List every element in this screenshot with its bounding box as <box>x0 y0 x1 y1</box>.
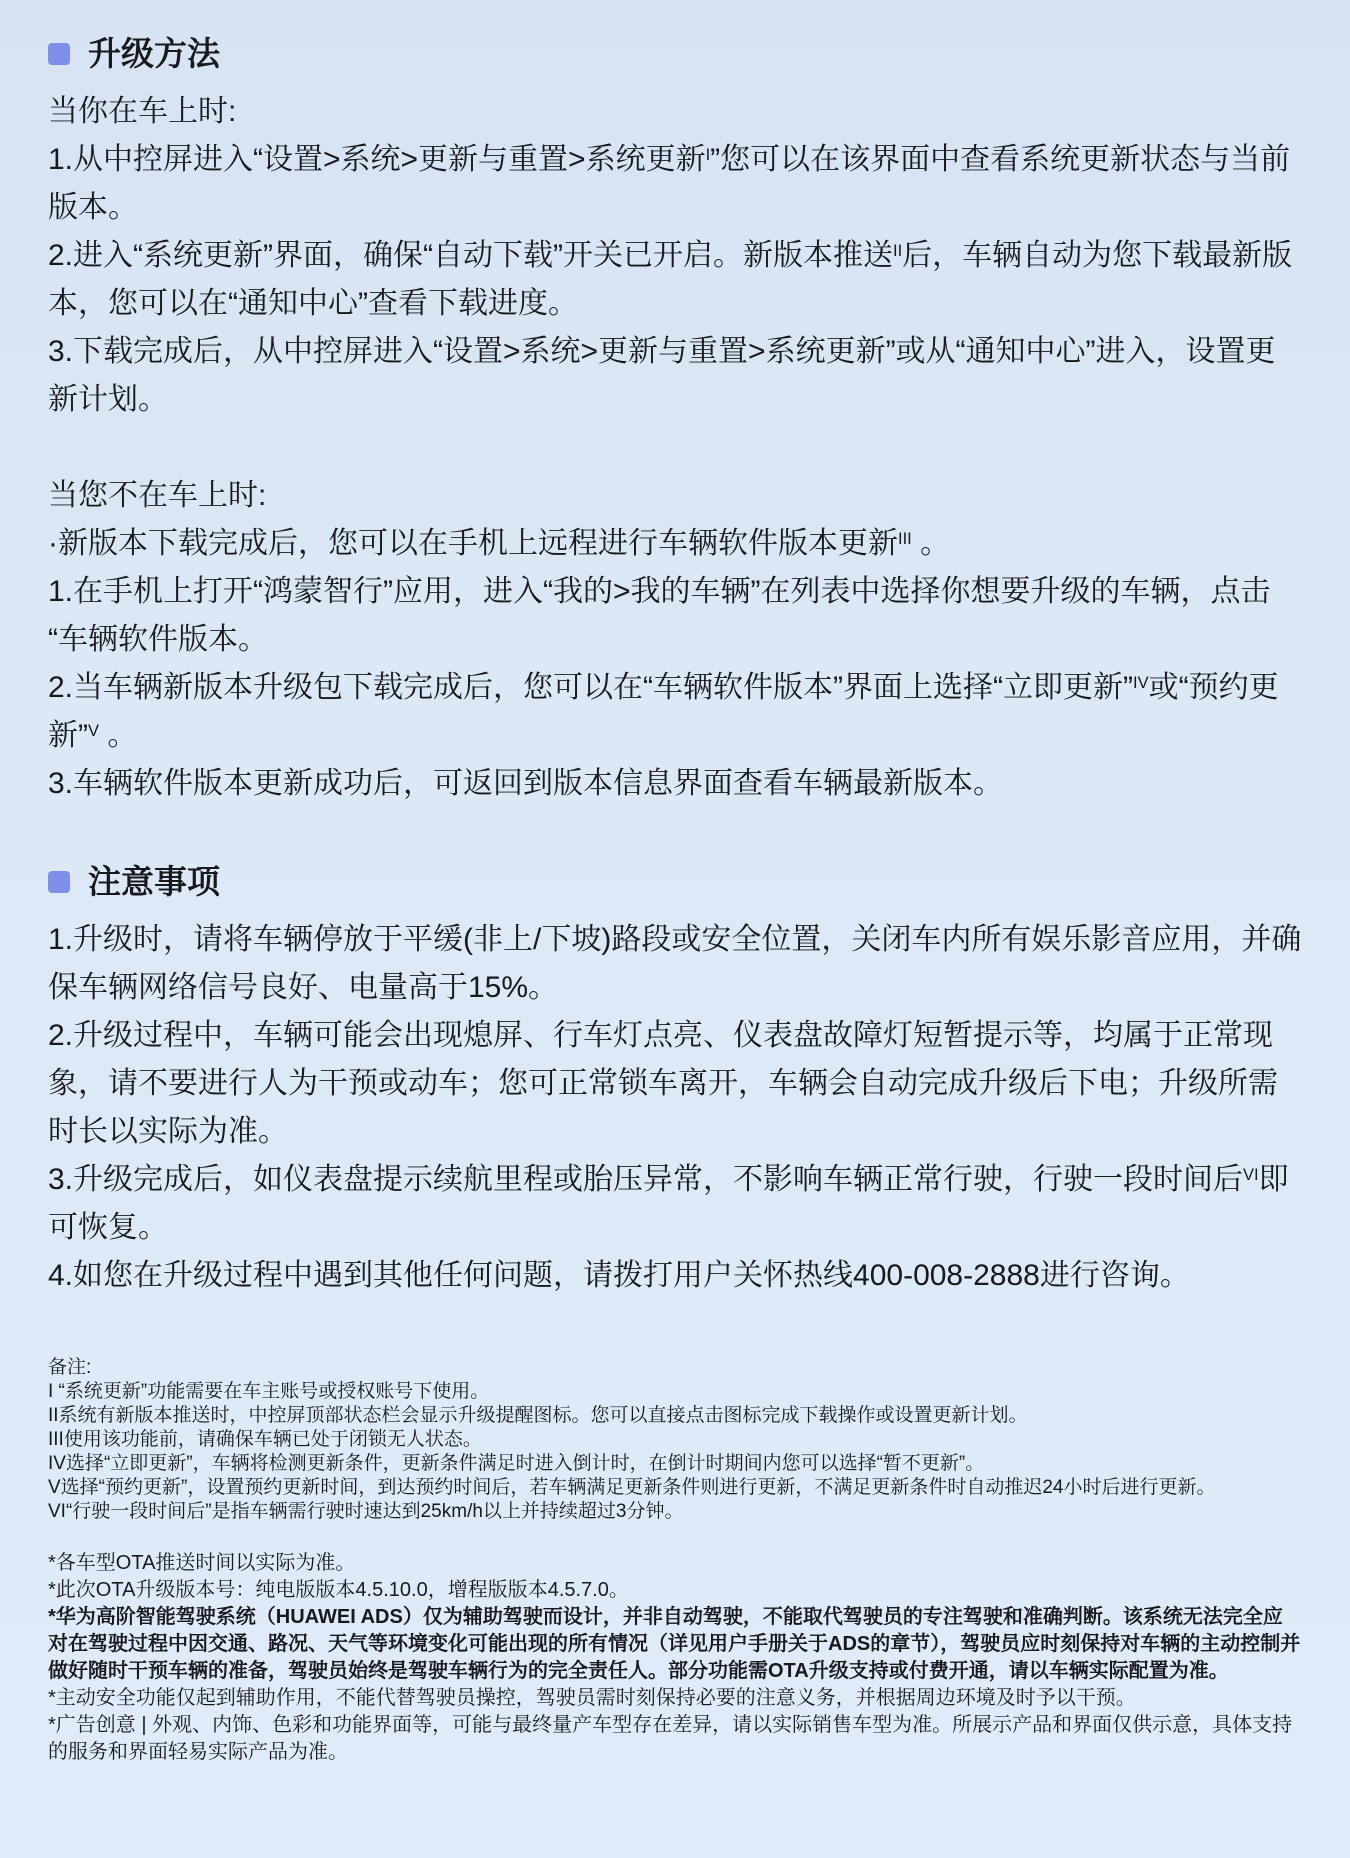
list-item: 3.车辆软件版本更新成功后，可返回到版本信息界面查看车辆最新版本。 <box>48 767 1004 800</box>
footnote-i: I “系统更新”功能需要在车主账号或授权账号下使用。 <box>48 1381 490 1402</box>
spacer <box>48 1300 1302 1356</box>
spacer <box>48 424 1302 472</box>
group-intro-in-car: 当你在车上时: <box>48 95 237 128</box>
list-item: 4.如您在升级过程中遇到其他任何问题，请拨打用户关怀热线400-008-2888进行咨询。 <box>48 1259 1190 1292</box>
disclaimer-active-safety: *主动安全功能仅起到辅助作用，不能代替驾驶员操控，驾驶员需时刻保持必要的注意义务，并根据周边环境及时予以干预。 <box>48 1687 1136 1709</box>
spacer <box>48 808 1302 858</box>
section-upgrade-method <box>48 30 1302 808</box>
disclaimer-ota-push-time: *各车型OTA推送时间以实际为准。 <box>48 1552 356 1574</box>
footnote-vi: VI“行驶一段时间后”是指车辆需行驶时速达到25km/h以上并持续超过3分钟。 <box>48 1501 684 1522</box>
disclaimer-huawei-ads: *华为高阶智能驾驶系统（HUAWEI ADS）仅为辅助驾驶而设计，并非自动驾驶，不能取代驾驶员的专注驾驶和准确判断。该系统无法完全应对在驾驶过程中因交通、路况、天气等环境变化可能出现的所有情况（详见用户手册关于ADS的章节），驾驶员应时刻保持对车辆的主动控制并做好随时干预车辆的准备，驾驶员始终是驾驶车辆行为的完全责任人。部分功能需OTA升级支持或付费开通，请以车辆实际配置为准。 <box>48 1606 1301 1682</box>
disclaimer-advertising: *广告创意 | 外观、内饰、色彩和功能界面等，可能与最终量产车型存在差异，请以实际销售车型为准。所展示产品和界面仅供示意，具体支持的服务和界面轻易实际产品为准。 <box>48 1714 1293 1763</box>
list-item: 2.进入“系统更新”界面，确保“自动下载”开关已开启。新版本推送$^{II}$后，车辆自动为您下载最新版本，您可以在“通知中心”查看下载进度。 <box>48 239 1293 320</box>
section-title-text: 注意事项 <box>88 863 220 900</box>
section-notice <box>48 858 1302 1300</box>
list-item: 2.升级过程中，车辆可能会出现熄屏、行车灯点亮、仪表盘故障灯短暂提示等，均属于正常现象，请不要进行人为干预或动车；您可正常锁车离开，车辆会自动完成升级后下电；升级所需时长以实际为准。 <box>48 1019 1278 1148</box>
footnotes-label: 备注: <box>48 1357 92 1378</box>
list-item: 1.从中控屏进入“设置>系统>更新与重置>系统更新$^I$”您可以在该界面中查看系统更新状态与当前版本。 <box>48 143 1291 224</box>
footnotes-block <box>48 1356 1302 1524</box>
disclaimer-ota-version: *此次OTA升级版本号：纯电版版本4.5.10.0，增程版版本4.5.7.0。 <box>48 1579 629 1601</box>
blue-square-bullet-icon <box>48 871 70 893</box>
group-intro-not-in-car: 当您不在车上时: <box>48 479 267 512</box>
list-item: 1.升级时，请将车辆停放于平缓(非上/下坡)路段或安全位置，关闭车内所有娱乐影音应用，并确保车辆网络信号良好、电量高于15%。 <box>48 923 1302 1004</box>
section-title-notice <box>48 858 1302 906</box>
section-title-upgrade <box>48 30 1302 78</box>
footnote-ii: II系统有新版本推送时，中控屏顶部状态栏会显示升级提醒图标。您可以直接点击图标完成下载操作或设置更新计划。 <box>48 1405 1028 1426</box>
list-item: 3.升级完成后，如仪表盘提示续航里程或胎压异常，不影响车辆正常行驶，行驶一段时间后$^{VI}$即可恢复。 <box>48 1163 1289 1244</box>
footnote-v: V选择“预约更新”，设置预约更新时间，到达预约时间后，若车辆满足更新条件则进行更新，不满足更新条件时自动推迟24小时后进行更新。 <box>48 1477 1216 1498</box>
list-item: 2.当车辆新版本升级包下载完成后，您可以在“车辆软件版本”界面上选择“立即更新”$^{IV}$或“预约更新”$^V$ 。 <box>48 671 1279 752</box>
list-item: 3.下载完成后，从中控屏进入“设置>系统>更新与重置>系统更新”或从“通知中心”进入，设置更新计划。 <box>48 335 1276 416</box>
section-title-text: 升级方法 <box>88 35 220 72</box>
list-item: 1.在手机上打开“鸿蒙智行”应用，进入“我的>我的车辆”在列表中选择你想要升级的车辆，点击“车辆软件版本。 <box>48 575 1271 656</box>
footnote-iii: III使用该功能前，请确保车辆已处于闭锁无人状态。 <box>48 1429 482 1450</box>
list-item: ·新版本下载完成后，您可以在手机上远程进行车辆软件版本更新$^{III}$ 。 <box>48 527 951 560</box>
footnote-iv: IV选择“立即更新”，车辆将检测更新条件，更新条件满足时进入倒计时，在倒计时期间内您可以选择“暂不更新”。 <box>48 1453 985 1474</box>
spacer <box>48 1524 1302 1550</box>
blue-square-bullet-icon <box>48 43 70 65</box>
disclaimers-block <box>48 1550 1302 1766</box>
